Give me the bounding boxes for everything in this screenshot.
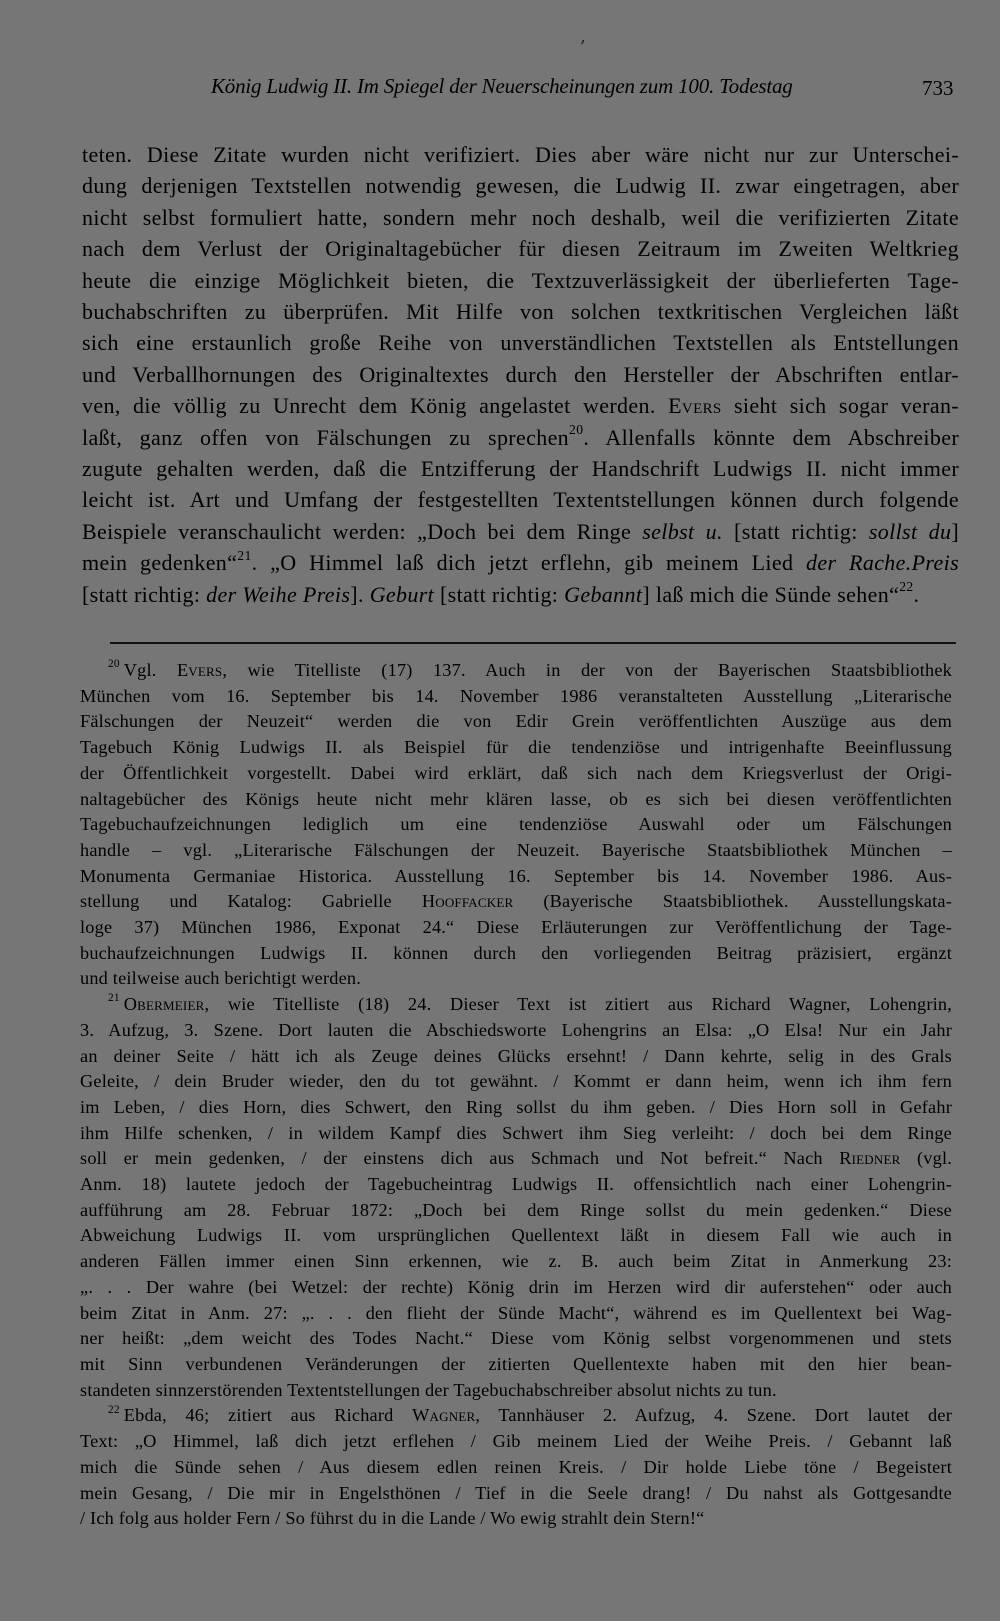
scan-mark: ‚ [580, 26, 586, 47]
footnote-line: Text: „O Himmel, laß dich jetzt erflehen / Gib meinem Lied der Weihe Preis. / Gebannt laß [80, 1431, 952, 1452]
body-text-run: laßt, ganz offen von Fälschungen zu sprechen [82, 424, 570, 450]
quote-italic: der Weihe Preis [206, 581, 351, 607]
footnote-ref: 22 [899, 579, 914, 595]
quote-italic: sollst du [868, 518, 952, 544]
body-text-run: [statt richtig: [82, 581, 201, 607]
body-line [82, 390, 959, 421]
body-text-run: ] [951, 518, 959, 544]
footnote-line: Abweichung Ludwigs II. vom ursprünglichen Quellentext läßt in diesem Fall wie auch in [80, 1225, 952, 1246]
quote-italic: der Rache.Preis [806, 550, 959, 576]
author-name: Evers [668, 393, 722, 419]
author-name: Riedner [839, 1148, 901, 1169]
footnote-line: beim Zitat in Anm. 27: „. . . den flieht der Sünde Macht“, während es im Quellentext bei Wag- [80, 1302, 952, 1323]
body-text-run: . [913, 581, 920, 607]
author-name: Hooffacker [421, 891, 514, 912]
footnote-text-run: Vgl. [123, 660, 177, 680]
footnote-line: an deiner Seite / hätt ich als Zeuge deines Glücks ersehnt! / Dann kehrte, selig in des Grals [80, 1045, 952, 1066]
footnote-line: und teilweise auch berichtigt werden. [80, 968, 362, 989]
footnote-text-run: (vgl. [900, 1148, 952, 1169]
footnote-text-run: , Tannhäuser 2. Aufzug, 4. Szene. Dort lautet der [475, 1405, 952, 1426]
footnote-line: Monumenta Germaniae Historica. Ausstellung 16. September bis 14. November 1986. Aus- [80, 865, 952, 886]
body-line [82, 547, 959, 578]
body-line: sich eine erstaunlich große Reihe von unverständlichen Textstellen als Entstellungen [82, 330, 959, 356]
footnote-line: anderen Fällen immer einen Sinn erkennen, wie z. B. auch beim Zitat in Anmerkung 23: [80, 1251, 952, 1272]
footnote-text-run: , wie Titelliste (18) 24. Dieser Text ist zitiert aus Richard Wagner, Lohengrin, [204, 994, 952, 1015]
footnote-line: naltagebücher des Königs heute nicht mehr klären lasse, ob es sich bei diesen veröffentlichten [80, 788, 952, 809]
body-text-run: . „O Himmel laß dich jetzt erflehn, gib meinem Lied [251, 550, 806, 576]
footnote-text-run: stellung und Katalog: Gabrielle [80, 891, 422, 912]
quote-italic: Gebannt [564, 581, 643, 607]
body-line [82, 516, 959, 547]
footnote-21 [80, 992, 952, 1403]
body-text-run: Beispiele veranschaulicht werden: „Doch bei dem Ringe [82, 518, 632, 544]
quote-italic: Geburt [369, 581, 435, 607]
body-line: zugute gehalten werden, daß die Entzifferung der Handschrift Ludwigs II. nicht immer [82, 456, 959, 482]
body-line: buchabschriften zu überprüfen. Mit Hilfe von solchen textkritischen Vergleichen läßt [82, 299, 959, 325]
author-name: Wagner [412, 1405, 476, 1426]
author-name: Obermeier [123, 994, 205, 1015]
footnote-ref: 21 [237, 547, 252, 563]
body-line: nach dem Verlust der Originaltagebücher für diesen Zeitraum im Zweiten Weltkrieg [82, 236, 959, 262]
body-line: teten. Diese Zitate wurden nicht verifiziert. Dies aber wäre nicht nur zur Unterschei- [82, 142, 959, 167]
footnote-line: / Ich folg aus holder Fern / So führst du in die Lande / Wo ewig strahlt dein Stern!“ [80, 1508, 705, 1529]
footnote-text-run: (Bayerische Staatsbibliothek. Ausstellungskata- [513, 891, 952, 912]
body-text-run: ven, die völlig zu Unrecht dem König angelastet werden. [82, 393, 656, 419]
body-text-run: mein gedenken“ [82, 550, 238, 576]
footnote-line: loge 37) München 1986, Exponat 24.“ Diese Erläuterungen zur Veröffentlichung der Tage- [80, 917, 952, 938]
footnote-line: 3. Aufzug, 3. Szene. Dort lauten die Abschiedsworte Lohengrins an Elsa: „O Elsa! Nur ein Jahr [80, 1019, 952, 1040]
body-line [82, 422, 959, 453]
footnote-text-run: , wie Titelliste (17) 137. Auch in der von der Bayerischen Staatsbibliothek [222, 660, 953, 680]
footnote-line: im Leben, / dies Horn, dies Schwert, den Ring sollst du ihm geben. / Dies Horn soll in Gefahr [80, 1096, 952, 1117]
body-line [82, 579, 959, 610]
body-text-run: [statt richtig: [434, 581, 565, 607]
footnote-22 [80, 1403, 952, 1532]
footnote-line [80, 1146, 952, 1172]
quote-italic: selbst u. [642, 518, 723, 544]
footnote-line: Tagebuch König Ludwigs II. als Beispiel für die tendenziöse und intrigenhafte Beeinflussung [80, 737, 952, 758]
footnote-line: „. . . Der wahre (bei Wetzel: der rechte) König drin im Herzen wird dir auferstehen“ oder auch [80, 1276, 952, 1297]
body-paragraph [82, 139, 959, 610]
body-line: nicht selbst formuliert hatte, sondern mehr noch deshalb, weil die verifizierten Zitate [82, 204, 959, 230]
footnote-line: Tagebuchaufzeichnungen lediglich um eine tendenziöse Auswahl oder um Fälschungen [80, 814, 952, 835]
body-text-run: [statt richtig: [722, 518, 869, 544]
footnote-line: Fälschungen der Neuzeit“ werden die von Edir Grein veröffentlichten Auszüge aus dem [80, 711, 952, 732]
body-text-run: ] laß mich die Sünde sehen“ [642, 581, 900, 607]
footnote-line [80, 992, 952, 1018]
footnote-line [80, 889, 952, 915]
footnote-line: buchaufzeichnungen Ludwigs II. können durch den vorliegenden Beitrag präzisiert, ergänzt [80, 942, 952, 963]
footnote-ref: 20 [569, 422, 584, 438]
footnote-separator [110, 642, 956, 644]
footnote-line: ner heißt: „dem weicht des Todes Nacht.“ Diese vom König selbst vorgenommenen und stets [80, 1328, 952, 1349]
footnote-line: standeten sinnzerstörenden Textentstellungen der Tagebuchabschreiber absolut nichts zu tun. [80, 1379, 777, 1400]
running-header-title: König Ludwig II. Im Spiegel der Neuerscheinungen zum 100. Todestag [211, 74, 793, 98]
body-line: und Verballhornungen des Originaltextes durch den Hersteller der Abschriften entlar- [82, 361, 959, 387]
footnote-line: Geleite, / dein Bruder wieder, den du tot gewähnt. / Kommt er dann heim, wenn ich ihm fern [80, 1071, 952, 1092]
footnote-number: 20 [108, 658, 120, 671]
footnote-line: mein Gesang, / Die mir in Engelsthönen / Tief in die Seele drang! / Du nahst als Gottgesandte [80, 1482, 952, 1503]
running-header [211, 74, 961, 99]
footnotes [80, 658, 952, 1532]
body-line: dung derjenigen Textstellen notwendig gewesen, die Ludwig II. zwar eingetragen, aber [82, 173, 959, 199]
footnote-20 [80, 658, 952, 992]
footnote-line: ihm Hilfe schenken, / in wildem Kampf dies Schwert ihm Sieg verleiht: / doch bei dem Ringe [80, 1122, 952, 1143]
footnote-number: 21 [108, 992, 120, 1005]
footnote-line: mich die Sünde sehen / Aus diesem edlen reinen Kreis. / Dir holde Liebe töne / Begeistert [80, 1456, 952, 1477]
page-number: 733 [922, 76, 954, 100]
footnote-text-run: Ebda, 46; zitiert aus Richard [123, 1405, 413, 1426]
footnote-line: aufführung am 28. Februar 1872: „Doch bei dem Ringe sollst du mein gedenken.“ Diese [80, 1199, 952, 1220]
body-line: leicht ist. Art und Umfang der festgestellten Textentstellungen können durch folgende [82, 487, 959, 513]
body-text-run: ]. [350, 581, 370, 607]
footnote-number: 22 [108, 1403, 120, 1416]
author-name: Evers [176, 660, 223, 680]
body-text-run: sieht sich sogar veran- [721, 393, 959, 419]
footnote-line: mit Sinn verbundenen Veränderungen der zitierten Quellentexte haben mit den hier bean- [80, 1353, 952, 1374]
footnote-line: handle – vgl. „Literarische Fälschungen der Neuzeit. Bayerische Staatsbibliothek München – [80, 839, 952, 860]
footnote-line: der Öffentlichkeit vorgestellt. Dabei wird erklärt, daß sich nach dem Kriegsverlust der Origi- [80, 762, 952, 783]
footnote-line [80, 658, 952, 684]
footnote-line: Anm. 18) lautete jedoch der Tagebucheintrag Ludwigs II. offensichtlich nach einer Lohengrin- [80, 1174, 952, 1195]
footnote-text-run: soll er mein gedenken, / der einstens dich aus Schmach und Not befreit.“ Nach [80, 1148, 840, 1169]
footnote-line: München vom 16. September bis 14. November 1986 veranstalteten Ausstellung „Literarische [80, 685, 952, 706]
body-text-run: . Allenfalls könnte dem Abschreiber [583, 424, 959, 450]
body-line: heute die einzige Möglichkeit bieten, die Textzuverlässigkeit der überlieferten Tage- [82, 267, 959, 293]
footnote-line [80, 1403, 952, 1429]
